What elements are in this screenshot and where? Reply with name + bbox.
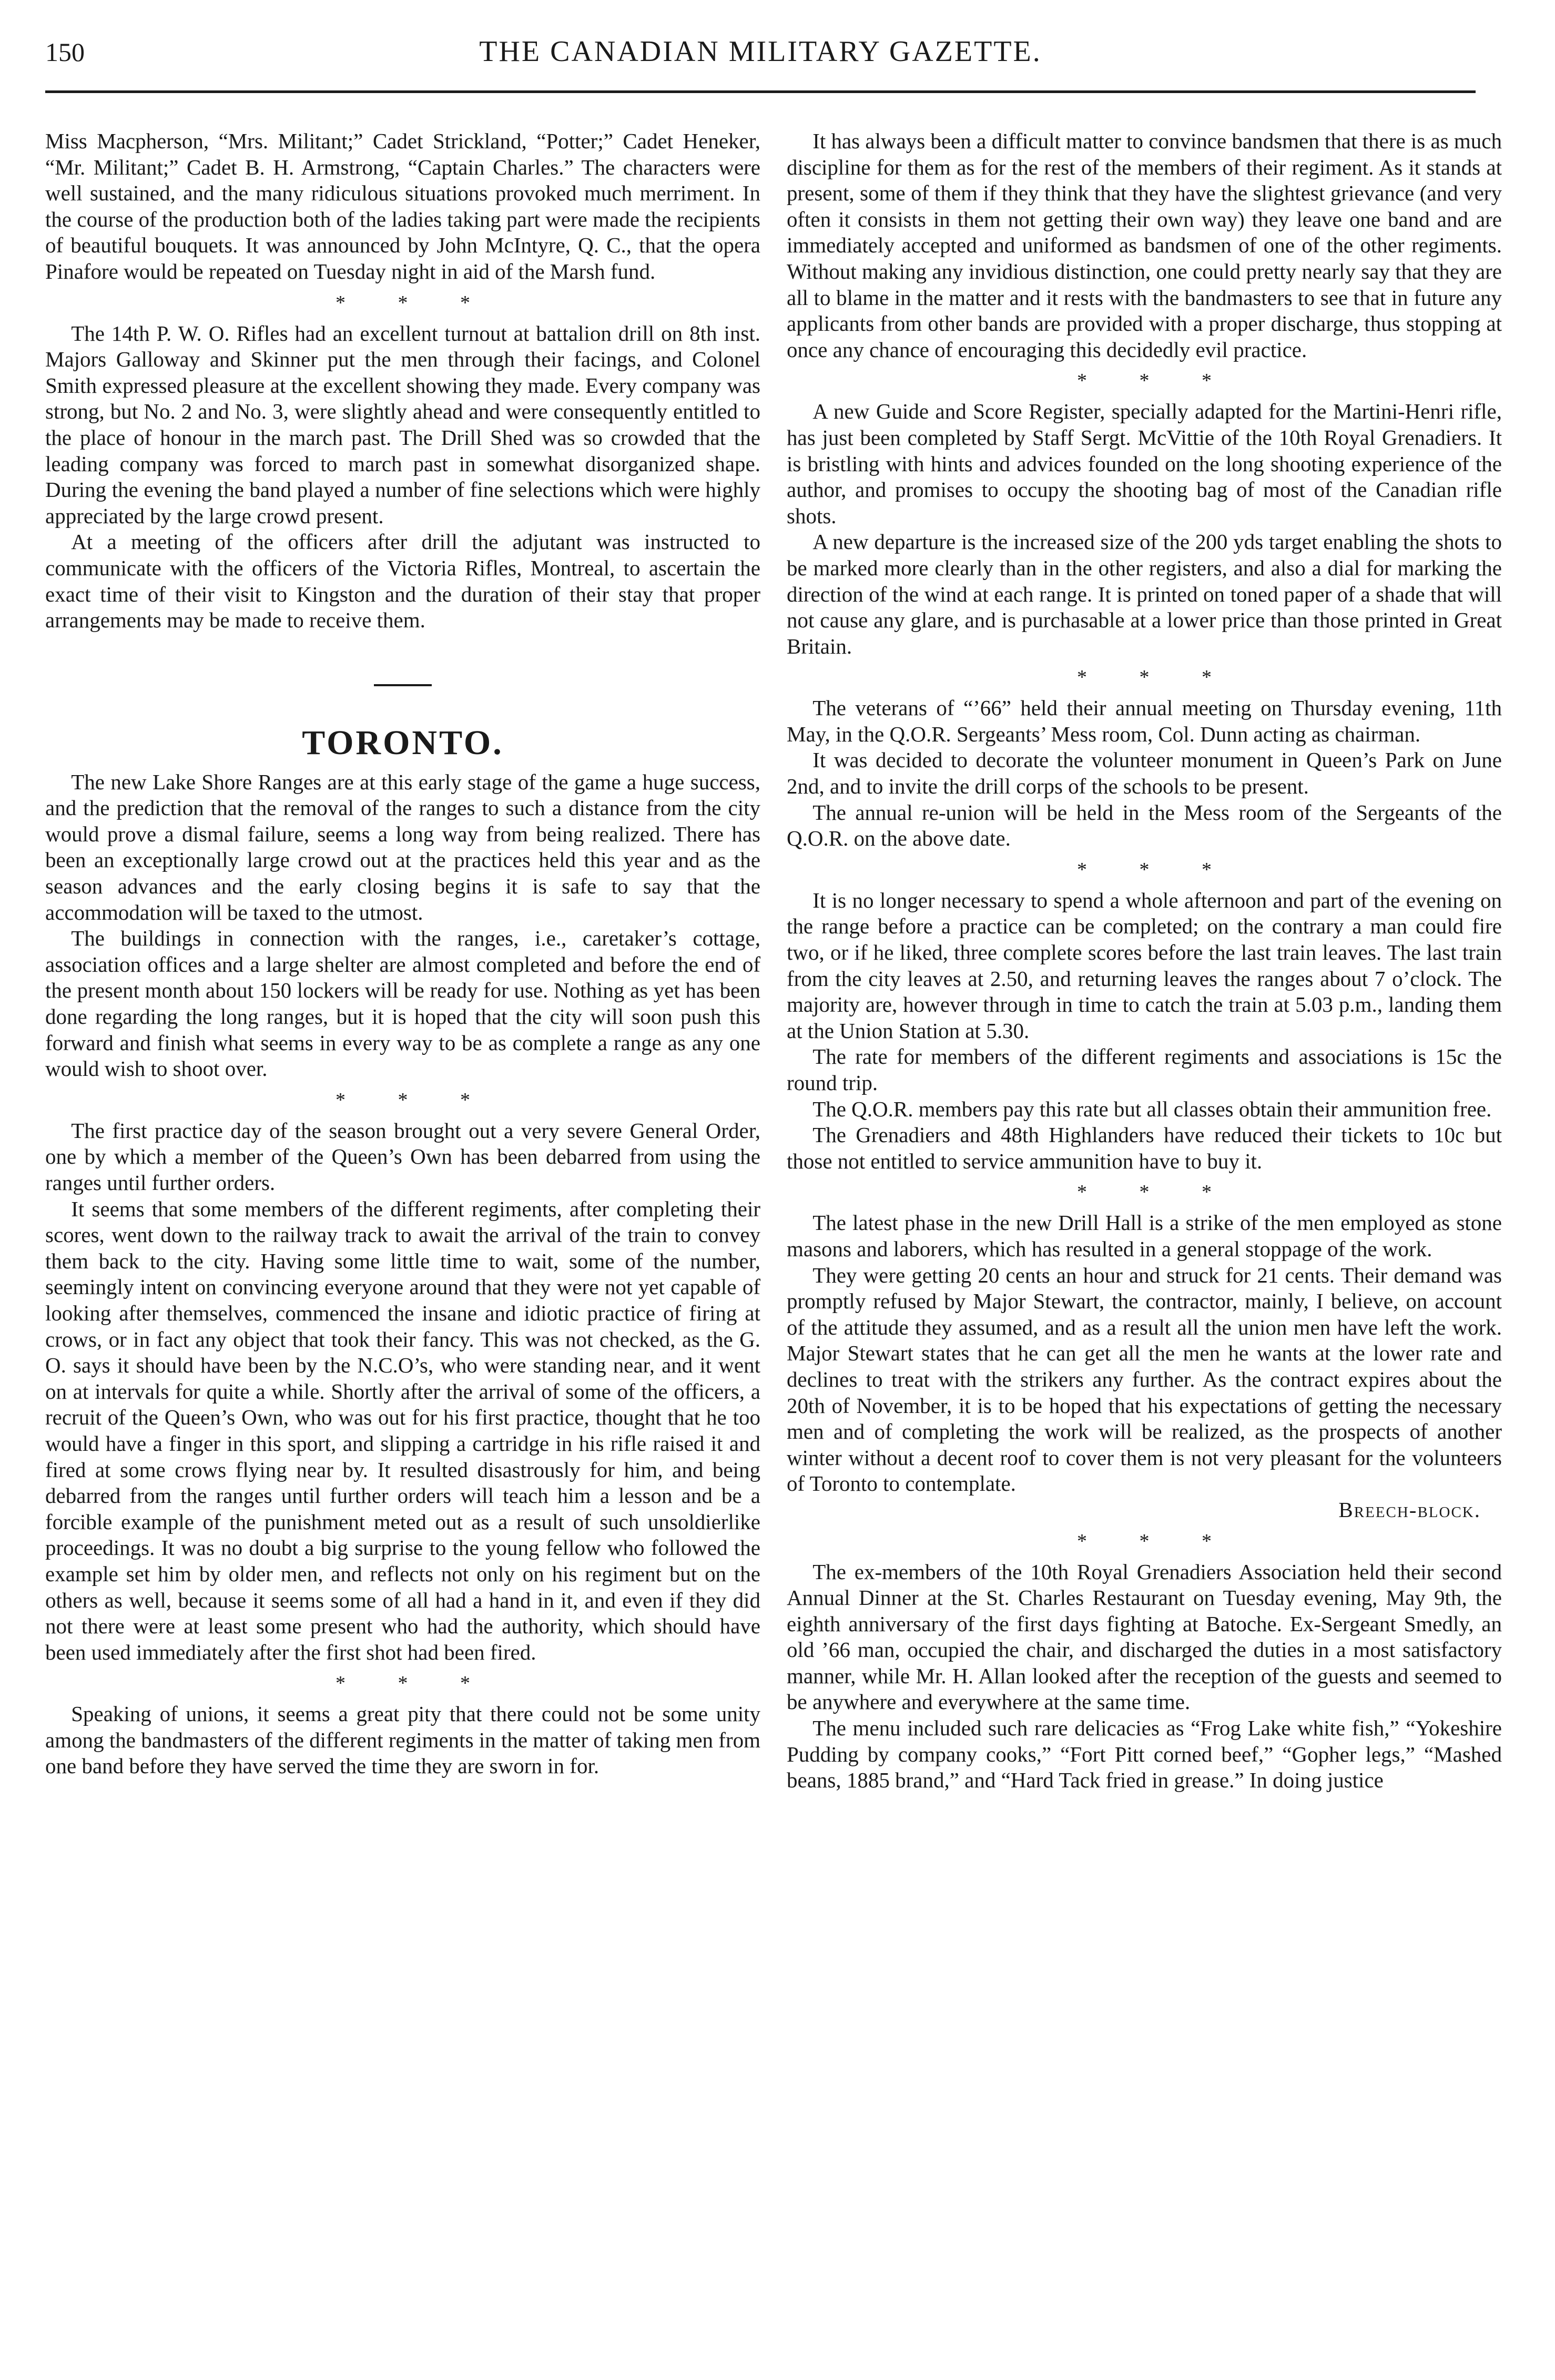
paragraph: The first practice day of the season brought out a very severe General Order, one by which a member of the Queen’s Own has been debarred from using the ranges until further orders. — [45, 1118, 760, 1195]
page-number: 150 — [45, 37, 85, 67]
running-head-title: THE CANADIAN MILITARY GAZETTE. — [479, 35, 1042, 68]
paragraph: Miss Macpherson, “Mrs. Militant;” Cadet Strickland, “Potter;” Cadet Heneker, “Mr. Militant;” Cadet B. H. Armstrong, “Captain Charles.” The characters were well sustained, and the many ridiculous situations provoked much merriment. In the course of the production both of the ladies taking part were made the recipients of beautiful bouquets. It was announced by John McIntyre, Q. C., that the opera Pinafore would be repeated on Tuesday night in aid of the Marsh fund. — [45, 129, 760, 283]
page-header — [45, 27, 1476, 85]
section-separator: * * * — [1077, 1181, 1212, 1204]
section-heading: TORONTO. — [302, 723, 504, 762]
paragraph: The buildings in connection with the ranges, i.e., caretaker’s cottage, association offices and a large shelter are almost completed and before the end of the present month about 150 lockers will be ready for use. Nothing as yet has been done regarding the long ranges, but it is hoped that the city will soon push this forward and finish what seems in every way to be as complete a range as any one would wish to shoot over. — [45, 926, 760, 1081]
paragraph: The rate for members of the different regiments and associations is 15c the round trip. — [787, 1044, 1502, 1095]
paragraph: The annual re-union will be held in the Mess room of the Sergeants of the Q.O.R. on the above date. — [787, 800, 1502, 851]
paragraph: The 14th P. W. O. Rifles had an excellent turnout at battalion drill on 8th inst. Majors Galloway and Skinner put the men through their facings, and Colonel Smith expressed pleasure at the excellent showing they made. Every company was strong, but No. 2 and No. 3, were slightly ahead and were consequently entitled to the place of honour in the march past. The Drill Shed was so crowded that the leading company was forced to march past in somewhat disorganized shape. During the evening the band played a number of fine selections which were highly appreciated by the large crowd present. — [45, 321, 760, 528]
section-separator: * * * — [336, 1089, 470, 1111]
paragraph: They were getting 20 cents an hour and struck for 21 cents. Their demand was promptly refused by Major Stewart, the contractor, mainly, I believe, on account of the attitude they assumed, and as a result all the union men have left the work. Major Stewart states that he can get all the men he wants at the lower rate and declines to treat with the strikers any further. As the contract expires about the 20th of November, it is to be hoped that his expectations of getting the necessary men and of completing the work will be realized, as the prospects of another winter without a decent roof to cover them is not very pleasant for the volunteers of Toronto to contemplate. — [787, 1263, 1502, 1496]
paragraph: At a meeting of the officers after drill the adjutant was instructed to communicate with the officers of the Victoria Rifles, Montreal, to ascertain the exact time of their visit to Kingston and the duration of their stay that proper arrangements may be made to receive them. — [45, 530, 760, 633]
paragraph: It was decided to decorate the volunteer monument in Queen’s Park on June 2nd, and to invite the drill corps of the schools to be present. — [787, 748, 1502, 799]
section-separator: * * * — [1077, 666, 1212, 689]
paragraph: The ex-members of the 10th Royal Grenadiers Association held their second Annual Dinner at the St. Charles Restaurant on Tuesday evening, May 9th, the eighth anniversary of the first days fighting at Batoche. Ex-Sergeant Smedly, an old ’66 man, occupied the chair, and discharged the duties in a most satisfactory manner, while Mr. H. Allan looked after the reception of the guests and seemed to be anywhere and everywhere at the same time. — [787, 1559, 1502, 1714]
paragraph: The latest phase in the new Drill Hall is a strike of the men employed as stone masons and laborers, which has resulted in a general stoppage of the work. — [787, 1211, 1502, 1261]
paragraph: It seems that some members of the different regiments, after completing their scores, went down to the railway track to await the arrival of the train to convey them back to the city. Having some little time to wait, some of the number, seemingly intent on convincing everyone around that they were not yet capable of looking after themselves, commenced the insane and idiotic practice of firing at crows, or in fact any object that took their fancy. This was not checked, as the G. O. says it should have been by the N.C.O’s, who were standing near, and it went on at intervals for quite a while. Shortly after the arrival of some of the officers, a recruit of the Queen’s Own, who was out for his first practice, thought that he too would have a finger in this sport, and slipping a cartridge in his rifle raised it and fired at some crows flying near by. It resulted disastrously for him, and being debarred from the ranges until further orders will teach him a lesson and be a forcible example of the punishment meted out as a result of such unsoldierlike proceedings. It was no doubt a big surprise to the young fellow who followed the example set him by older men, and reflects not only on his regiment but on the others as well, because it seems some of all had a hand in it, and even if they did not there were at least some present who had the authority, which should have been used immediately after the first shot had been fired. — [45, 1196, 760, 1664]
section-separator: * * * — [1077, 370, 1212, 392]
paragraph: The menu included such rare delicacies as “Frog Lake white fish,” “Yokeshire Pudding by company cooks,” “Fort Pitt corned beef,” “Gopher legs,” “Mashed beans, 1885 brand,” and “Hard Tack fried in grease.” In doing justice — [787, 1716, 1502, 1793]
paragraph: The Q.O.R. members pay this rate but all classes obtain their ammunition free. — [812, 1096, 1492, 1121]
paragraph: It has always been a difficult matter to convince bandsmen that there is as much discipline for them as for the rest of the members of their regiment. As it stands at present, some of them if they think that they have the slightest grievance (and very often it consists in them not getting their own way) they leave one band and are immediately accepted and uniformed as bandsmen of one of the other regiments. Without making any invidious distinction, one could pretty nearly say that they are all to blame in the matter and it rests with the bandmasters to see that in future any applicants from other bands are provided with a proper discharge, thus stopping at once any chance of encouraging this decidedly evil practice. — [787, 129, 1502, 362]
paragraph: It is no longer necessary to spend a whole afternoon and part of the evening on the range before a practice can be completed; on the contrary a man could fire two, or if he liked, three complete scores before the last train leaves. The last train from the city leaves at 2.50, and returning leaves the ranges about 7 o’clock. The majority are, however through in time to catch the train at 5.03 p.m., landing them at the Union Station at 5.30. — [787, 888, 1502, 1043]
paragraph: The new Lake Shore Ranges are at this early stage of the game a huge success, and the prediction that the removal of the ranges to such a distance from the city would prove a dismal failure, seems a long way from being realized. There has been an exceptionally large crowd out at the practices held this year and as the season advances and the early closing begins it is safe to say that the accommodation will be taxed to the utmost. — [45, 769, 760, 924]
left-column — [45, 128, 760, 1779]
section-separator: * * * — [336, 291, 470, 314]
paragraph: A new Guide and Score Register, specially adapted for the Martini-Henri rifle, has just been completed by Staff Sergt. McVittie of the 10th Royal Grenadiers. It is bristling with hints and advices founded on the long shooting experience of the author, and promises to occupy the shooting bag of most of the Canadian rifle shots. — [787, 399, 1502, 528]
right-column — [787, 128, 1502, 1794]
section-separator: * * * — [1077, 858, 1212, 881]
author-signature: Breech-block. — [1338, 1497, 1481, 1522]
paragraph: Speaking of unions, it seems a great pity that there could not be some unity among the bandmasters of the different regiments in the matter of taking men from one band before they have served the time they are sworn in for. — [45, 1702, 760, 1778]
header-rule — [45, 90, 1476, 93]
section-separator: * * * — [336, 1672, 470, 1695]
paragraph: The Grenadiers and 48th Highlanders have reduced their tickets to 10c but those not entitled to service ammunition have to buy it. — [787, 1123, 1502, 1173]
paragraph: The veterans of “’66” held their annual meeting on Thursday evening, 11th May, in the Q.O.R. Sergeants’ Mess room, Col. Dunn acting as chairman. — [787, 696, 1502, 746]
paragraph: A new departure is the increased size of the 200 yds target enabling the shots to be marked more clearly than in the other registers, and also a dial for marking the direction of the wind at each range. It is printed on toned paper of a shade that will not cause any glare, and is purchasable at a lower price than those printed in Great Britain. — [787, 530, 1502, 658]
section-separator: * * * — [1077, 1530, 1212, 1552]
